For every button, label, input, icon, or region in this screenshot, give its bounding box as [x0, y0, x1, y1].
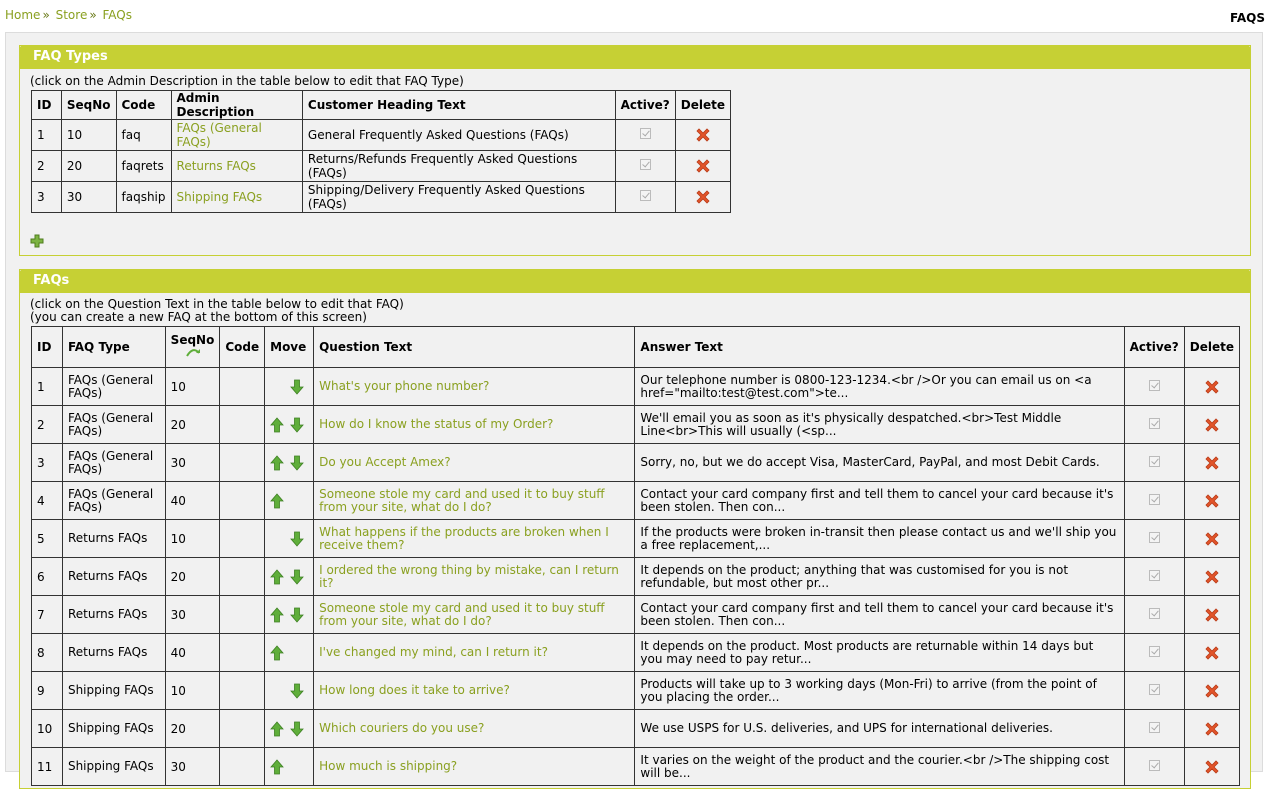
cell-answer-text: It varies on the weight of the product and the courier.<br />The shipping cost will be...	[635, 748, 1124, 786]
cell-delete	[1184, 368, 1239, 406]
col-id: ID	[32, 91, 62, 120]
cell-question-text	[314, 444, 635, 482]
move-up-icon[interactable]	[270, 759, 284, 773]
cell-code: faqship	[116, 182, 171, 213]
cell-faq-type: Returns FAQs	[62, 520, 165, 558]
faq-types-table	[31, 90, 731, 213]
cell-question-text	[314, 482, 635, 520]
cell-move	[265, 520, 314, 558]
cell-delete	[675, 182, 730, 213]
cell-move	[265, 406, 314, 444]
col-seqno-label: SeqNo	[170, 333, 215, 347]
col-seqno: SeqNo	[61, 91, 116, 120]
active-checkbox[interactable]	[640, 190, 651, 201]
active-checkbox[interactable]	[1149, 760, 1160, 771]
breadcrumb-home[interactable]: Home	[5, 8, 41, 22]
question-link[interactable]: What happens if the products are broken when I receive them?	[319, 524, 609, 552]
faqs-note-edit: (click on the Question Text in the table below to edit that FAQ)	[30, 297, 404, 311]
table-row	[32, 558, 1240, 596]
cell-delete	[1184, 710, 1239, 748]
table-row	[32, 710, 1240, 748]
cell-move	[265, 596, 314, 634]
col-seqno	[165, 327, 220, 368]
cell-delete	[675, 120, 730, 151]
cell-active	[1124, 710, 1184, 748]
col-code: Code	[220, 327, 265, 368]
cell-customer-heading: Shipping/Delivery Frequently Asked Questions (FAQs)	[302, 182, 615, 213]
cell-delete	[1184, 482, 1239, 520]
cell-code	[220, 368, 265, 406]
cell-answer-text: Contact your card company first and tell them to cancel your card because it's been stolen. Then con...	[635, 596, 1124, 634]
cell-customer-heading: Returns/Refunds Frequently Asked Questions (FAQs)	[302, 151, 615, 182]
cell-seqno: 20	[165, 406, 220, 444]
active-checkbox[interactable]	[640, 128, 651, 139]
active-checkbox[interactable]	[640, 159, 651, 170]
col-answer-text: Answer Text	[635, 327, 1124, 368]
cell-id: 5	[32, 520, 63, 558]
cell-admin-description	[171, 182, 302, 213]
delete-icon[interactable]	[1203, 379, 1221, 393]
cell-question-text	[314, 596, 635, 634]
cell-code	[220, 634, 265, 672]
move-down-icon[interactable]	[290, 607, 304, 621]
active-checkbox[interactable]	[1149, 646, 1160, 657]
cell-active	[1124, 672, 1184, 710]
cell-delete	[1184, 406, 1239, 444]
move-down-icon[interactable]	[290, 531, 304, 545]
active-checkbox[interactable]	[1149, 684, 1160, 695]
breadcrumb	[5, 8, 132, 22]
cell-delete	[1184, 444, 1239, 482]
move-down-icon[interactable]	[290, 569, 304, 583]
cell-active	[1124, 558, 1184, 596]
active-checkbox[interactable]	[1149, 608, 1160, 619]
cell-faq-type: FAQs (General FAQs)	[62, 482, 165, 520]
cell-id: 6	[32, 558, 63, 596]
cell-active	[1124, 482, 1184, 520]
cell-delete	[1184, 558, 1239, 596]
cell-id: 7	[32, 596, 63, 634]
col-admin-description: Admin Description	[171, 91, 302, 120]
delete-icon[interactable]	[1203, 759, 1221, 773]
cell-active	[615, 120, 675, 151]
move-down-icon[interactable]	[290, 721, 304, 735]
cell-move	[265, 444, 314, 482]
move-up-icon[interactable]	[270, 493, 284, 507]
table-row	[32, 672, 1240, 710]
cell-faq-type: Shipping FAQs	[62, 748, 165, 786]
col-active: Active?	[615, 91, 675, 120]
faqs-header: FAQs	[19, 269, 1251, 293]
col-id: ID	[32, 327, 63, 368]
col-delete: Delete	[1184, 327, 1239, 368]
cell-move	[265, 558, 314, 596]
cell-answer-text: Products will take up to 3 working days (Mon-Fri) to arrive (from the point of you placing the order...	[635, 672, 1124, 710]
cell-seqno: 10	[165, 368, 220, 406]
cell-answer-text: We'll email you as soon as it's physically despatched.<br>Test Middle Line<br>This will usually (<sp...	[635, 406, 1124, 444]
delete-icon[interactable]	[1203, 683, 1221, 697]
cell-delete	[1184, 672, 1239, 710]
breadcrumb-separator: »	[42, 8, 50, 22]
delete-icon[interactable]	[1203, 569, 1221, 583]
cell-move	[265, 748, 314, 786]
cell-code	[220, 558, 265, 596]
cell-question-text	[314, 368, 635, 406]
cell-answer-text: Contact your card company first and tell them to cancel your card because it's been stolen. Then con...	[635, 482, 1124, 520]
table-row	[32, 596, 1240, 634]
cell-active	[615, 151, 675, 182]
cell-seqno: 30	[165, 748, 220, 786]
cell-answer-text: It depends on the product; anything that was customised for you is not refundable, but most other pr...	[635, 558, 1124, 596]
page-title: FAQS	[1230, 11, 1265, 25]
active-checkbox[interactable]	[1149, 418, 1160, 429]
delete-icon[interactable]	[1203, 417, 1221, 431]
cell-question-text	[314, 748, 635, 786]
cell-question-text	[314, 672, 635, 710]
delete-icon[interactable]	[1203, 607, 1221, 621]
faq-types-panel	[19, 45, 1251, 256]
question-link[interactable]: Which couriers do you use?	[319, 721, 485, 735]
cell-move	[265, 482, 314, 520]
cell-id: 11	[32, 748, 63, 786]
faq-types-note: (click on the Admin Description in the table below to edit that FAQ Type)	[30, 74, 464, 88]
cell-id: 1	[32, 120, 62, 151]
cell-delete	[1184, 596, 1239, 634]
cell-code	[220, 748, 265, 786]
cell-question-text	[314, 520, 635, 558]
active-checkbox[interactable]	[1149, 532, 1160, 543]
cell-customer-heading: General Frequently Asked Questions (FAQs)	[302, 120, 615, 151]
plus-icon[interactable]	[30, 234, 44, 251]
col-move: Move	[265, 327, 314, 368]
table-row	[32, 368, 1240, 406]
cell-move	[265, 634, 314, 672]
breadcrumb-current[interactable]: FAQs	[102, 8, 132, 22]
cell-delete	[1184, 748, 1239, 786]
breadcrumb-store[interactable]: Store	[55, 8, 88, 22]
cell-seqno: 20	[165, 558, 220, 596]
cell-code	[220, 672, 265, 710]
active-checkbox[interactable]	[1149, 456, 1160, 467]
cell-answer-text: Our telephone number is 0800-123-1234.<br />Or you can email us on <a href="mailto:test@test.com">te...	[635, 368, 1124, 406]
cell-active	[1124, 596, 1184, 634]
move-up-icon[interactable]	[270, 455, 284, 469]
question-link[interactable]: I ordered the wrong thing by mistake, can I return it?	[319, 562, 619, 590]
active-checkbox[interactable]	[1149, 380, 1160, 391]
cell-seqno: 20	[165, 710, 220, 748]
cell-delete	[1184, 634, 1239, 672]
cell-move	[265, 368, 314, 406]
cell-id: 4	[32, 482, 63, 520]
question-link[interactable]: How much is shipping?	[319, 759, 458, 773]
move-down-icon[interactable]	[290, 455, 304, 469]
cell-seqno: 10	[165, 672, 220, 710]
cell-delete	[675, 151, 730, 182]
cell-id: 3	[32, 182, 62, 213]
table-row	[32, 120, 731, 151]
move-up-icon[interactable]	[270, 721, 284, 735]
delete-icon[interactable]	[1203, 455, 1221, 469]
col-question-text: Question Text	[314, 327, 635, 368]
cell-faq-type: Returns FAQs	[62, 634, 165, 672]
move-down-icon[interactable]	[290, 379, 304, 393]
cell-question-text	[314, 406, 635, 444]
question-link[interactable]: Do you Accept Amex?	[319, 455, 451, 469]
delete-icon[interactable]	[1203, 531, 1221, 545]
content-area	[5, 32, 1263, 780]
table-row	[32, 634, 1240, 672]
cell-code	[220, 710, 265, 748]
table-row	[32, 406, 1240, 444]
cell-active	[1124, 406, 1184, 444]
admin-description-link[interactable]: FAQs (General FAQs)	[176, 121, 262, 149]
cell-active	[1124, 634, 1184, 672]
active-checkbox[interactable]	[1149, 570, 1160, 581]
delete-icon[interactable]	[1203, 493, 1221, 507]
faqs-note-create: (you can create a new FAQ at the bottom of this screen)	[30, 310, 367, 324]
table-row	[32, 444, 1240, 482]
cell-code	[220, 520, 265, 558]
cell-code	[220, 482, 265, 520]
question-link[interactable]: How do I know the status of my Order?	[319, 417, 554, 431]
cell-code	[220, 444, 265, 482]
faqs-panel	[19, 269, 1251, 789]
cell-faq-type: FAQs (General FAQs)	[62, 444, 165, 482]
question-link[interactable]: Someone stole my card and used it to buy stuff from your site, what do I do?	[319, 600, 605, 628]
move-up-icon[interactable]	[270, 645, 284, 659]
cell-seqno: 30	[165, 596, 220, 634]
cell-seqno: 40	[165, 482, 220, 520]
table-row	[32, 482, 1240, 520]
cell-faq-type: FAQs (General FAQs)	[62, 406, 165, 444]
cell-move	[265, 710, 314, 748]
cell-question-text	[314, 558, 635, 596]
cell-answer-text: If the products were broken in-transit then please contact us and we'll ship you a free replacement,...	[635, 520, 1124, 558]
question-link[interactable]: Someone stole my card and used it to buy stuff from your site, what do I do?	[319, 486, 605, 514]
delete-icon[interactable]	[1203, 645, 1221, 659]
col-faq-type: FAQ Type	[62, 327, 165, 368]
cell-id: 9	[32, 672, 63, 710]
cell-seqno: 40	[165, 634, 220, 672]
table-row	[32, 520, 1240, 558]
cell-id: 10	[32, 710, 63, 748]
cell-admin-description	[171, 120, 302, 151]
cell-answer-text: It depends on the product. Most products are returnable within 14 days but you may need to pay retur...	[635, 634, 1124, 672]
col-customer-heading: Customer Heading Text	[302, 91, 615, 120]
cell-question-text	[314, 634, 635, 672]
cell-id: 8	[32, 634, 63, 672]
col-delete: Delete	[675, 91, 730, 120]
cell-answer-text: Sorry, no, but we do accept Visa, MasterCard, PayPal, and most Debit Cards.	[635, 444, 1124, 482]
cell-seqno: 10	[165, 520, 220, 558]
delete-icon[interactable]	[694, 190, 712, 204]
cell-question-text	[314, 710, 635, 748]
cell-id: 2	[32, 406, 63, 444]
cell-id: 3	[32, 444, 63, 482]
table-row	[32, 151, 731, 182]
cell-answer-text: We use USPS for U.S. deliveries, and UPS for international deliveries.	[635, 710, 1124, 748]
cell-active	[1124, 368, 1184, 406]
question-link[interactable]: What's your phone number?	[319, 379, 490, 393]
cell-active	[615, 182, 675, 213]
table-row	[32, 182, 731, 213]
cell-active	[1124, 444, 1184, 482]
cell-faq-type: Shipping FAQs	[62, 672, 165, 710]
breadcrumb-separator: »	[89, 8, 97, 22]
col-code: Code	[116, 91, 171, 120]
question-link[interactable]: I've changed my mind, can I return it?	[319, 645, 548, 659]
cell-faq-type: FAQs (General FAQs)	[62, 368, 165, 406]
cell-faq-type: Returns FAQs	[62, 596, 165, 634]
cell-active	[1124, 520, 1184, 558]
delete-icon[interactable]	[1203, 721, 1221, 735]
move-up-icon[interactable]	[270, 607, 284, 621]
move-up-icon[interactable]	[270, 569, 284, 583]
faqs-table	[31, 326, 1240, 786]
active-checkbox[interactable]	[1149, 494, 1160, 505]
cell-seqno: 30	[165, 444, 220, 482]
cell-seqno: 30	[61, 182, 116, 213]
cell-code: faqrets	[116, 151, 171, 182]
cell-id: 1	[32, 368, 63, 406]
move-down-icon[interactable]	[290, 683, 304, 697]
cell-admin-description	[171, 151, 302, 182]
cell-code	[220, 596, 265, 634]
cell-code	[220, 406, 265, 444]
cell-delete	[1184, 520, 1239, 558]
cell-seqno: 20	[61, 151, 116, 182]
cell-active	[1124, 748, 1184, 786]
move-down-icon[interactable]	[290, 417, 304, 431]
cell-seqno: 10	[61, 120, 116, 151]
active-checkbox[interactable]	[1149, 722, 1160, 733]
cell-faq-type: Shipping FAQs	[62, 710, 165, 748]
table-row	[32, 748, 1240, 786]
col-active: Active?	[1124, 327, 1184, 368]
cell-id: 2	[32, 151, 62, 182]
admin-description-link[interactable]: Shipping FAQs	[176, 190, 263, 204]
delete-icon[interactable]	[694, 159, 712, 173]
resequence-icon[interactable]	[185, 346, 201, 360]
faq-types-header: FAQ Types	[19, 45, 1251, 69]
admin-description-link[interactable]: Returns FAQs	[176, 159, 256, 173]
move-up-icon[interactable]	[270, 417, 284, 431]
cell-move	[265, 672, 314, 710]
question-link[interactable]: How long does it take to arrive?	[319, 683, 510, 697]
delete-icon[interactable]	[694, 128, 712, 142]
cell-code: faq	[116, 120, 171, 151]
cell-faq-type: Returns FAQs	[62, 558, 165, 596]
